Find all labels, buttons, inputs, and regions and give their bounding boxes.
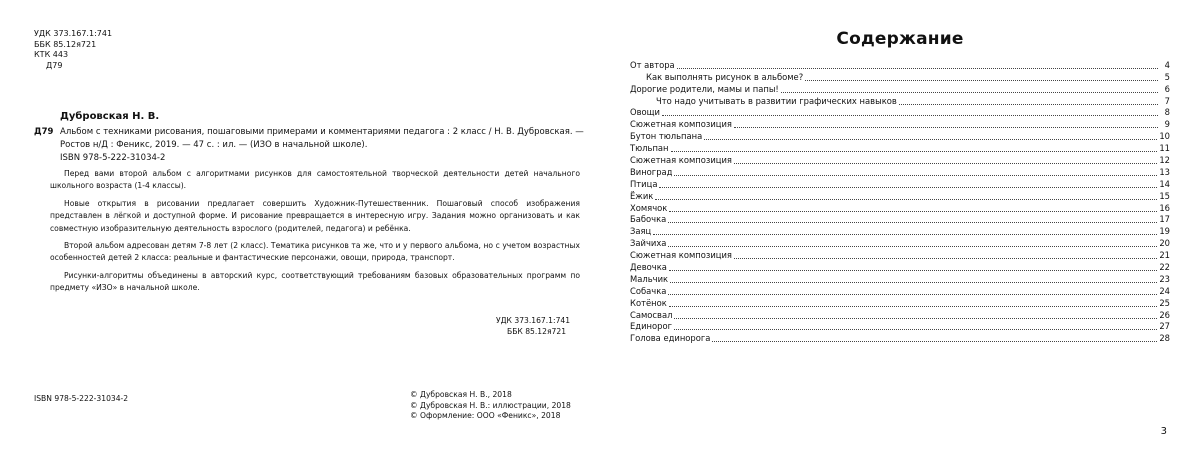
toc-entry-label: Бабочка (630, 214, 667, 225)
toc-entry-page: 9 (1164, 119, 1170, 130)
toc-entry-label: Дорогие родители, мамы и папы! (630, 83, 779, 94)
isbn: ISBN 978-5-222-31034-2 (60, 153, 166, 163)
toc-entry-label: Как выполнять рисунок в альбоме? (646, 71, 804, 82)
classification-codes (34, 29, 112, 71)
toc-entry (630, 153, 1170, 165)
dot-leader (659, 187, 1157, 188)
dot-leader (669, 306, 1158, 307)
toc-entry (630, 106, 1170, 118)
toc-entry-page: 12 (1159, 155, 1170, 166)
classification-codes-repeat (496, 316, 570, 337)
toc-entry-label: Птица (630, 178, 658, 189)
right-page (600, 0, 1200, 460)
toc-entry-label: Собачка (630, 285, 667, 296)
toc-entry-label: Котёнок (630, 297, 667, 308)
dot-leader (734, 163, 1157, 164)
toc-entry-page: 27 (1159, 321, 1170, 332)
toc-entry-label: Заяц (630, 226, 652, 237)
dot-leader (653, 234, 1157, 235)
dot-leader (669, 211, 1157, 212)
toc-entry-label: Девочка (630, 262, 667, 273)
toc-entry (630, 260, 1170, 272)
toc-entry (630, 284, 1170, 296)
udk-code: УДК 373.167.1:741 (34, 29, 113, 38)
toc-entry-page: 20 (1159, 238, 1170, 249)
udk-code: УДК 373.167.1:741 (496, 316, 571, 325)
toc-entry (630, 272, 1170, 284)
copyright-line: © Дубровская Н. В.: иллюстрации, 2018 (410, 400, 571, 410)
toc-entry (630, 177, 1170, 189)
dot-leader (805, 80, 1158, 81)
toc-entry-label: Хомячок (630, 202, 668, 213)
toc-entry (630, 165, 1170, 177)
toc-entry (630, 117, 1170, 129)
toc-entry-page: 19 (1159, 226, 1170, 237)
author-mark: Д79 (46, 60, 63, 70)
toc-entry-label: Виноград (630, 166, 673, 177)
toc-title: Содержание (836, 29, 964, 49)
toc-entry (630, 308, 1170, 320)
toc-entry-page: 10 (1159, 131, 1170, 142)
toc-entry-page: 17 (1159, 214, 1170, 225)
toc-entry (630, 236, 1170, 248)
biblio-mark: Д79 (34, 127, 54, 137)
toc-entry-label: Овощи (630, 107, 660, 118)
dot-leader (655, 199, 1157, 200)
toc-entry-label: Мальчик (630, 273, 669, 284)
toc-entry (630, 248, 1170, 260)
toc-entry-page: 22 (1159, 262, 1170, 273)
dot-leader (712, 341, 1157, 342)
dot-leader (668, 222, 1157, 223)
toc-entry (630, 213, 1170, 225)
copyright-line: © Оформление: ООО «Феникс», 2018 (410, 411, 561, 420)
dot-leader (674, 318, 1157, 319)
dot-leader (899, 104, 1158, 105)
toc-entry (630, 320, 1170, 332)
toc-entry-label: Голова единорога (630, 333, 711, 344)
toc-entry-page: 11 (1159, 143, 1170, 154)
dot-leader (668, 246, 1157, 247)
toc-entry-label: От автора (630, 59, 675, 70)
toc-entry-page: 4 (1164, 59, 1170, 70)
bbk-code: ББК 85.12я721 (507, 326, 567, 336)
dot-leader (734, 127, 1158, 128)
author-name: Дубровская Н. В. (60, 111, 160, 122)
dot-leader (668, 294, 1157, 295)
isbn-footer: ISBN 978-5-222-31034-2 (34, 394, 129, 403)
dot-leader (674, 329, 1157, 330)
toc-entry-page: 21 (1159, 250, 1170, 261)
toc-entry-page: 6 (1164, 83, 1170, 94)
toc-entry-page: 25 (1159, 297, 1170, 308)
toc-entry-label: Бутон тюльпана (630, 131, 703, 142)
toc-entry-label: Единорог (630, 321, 672, 332)
toc-entry-page: 23 (1159, 273, 1170, 284)
dot-leader (781, 92, 1158, 93)
annotation-paragraph: Рисунки-алгоритмы объединены в авторский курс, соответствующий требованиям базовых образовательных программ по предмету «ИЗО» в начальной школе. (50, 270, 580, 293)
toc-entry-page: 24 (1159, 285, 1170, 296)
annotation-paragraph: Новые открытия в рисовании предлагает совершить Художник-Путешественник. Пошаговый способ изображения представлен в лёгкой и доступной форме. И рисование превращается в интересную игру. Задания можно организовать и как совместную изобразительную деятельность взрослого (родителей, педагога) и ребёнка. (50, 198, 580, 233)
annotation (50, 168, 580, 300)
copyright-notices (410, 390, 571, 422)
biblio-line-2: Ростов н/Д : Феникс, 2019. — 47 с. : ил. — (ИЗО в начальной школе). (60, 139, 368, 150)
annotation-paragraph: Второй альбом адресован детям 7-8 лет (2 класс). Тематика рисунков та же, что и у первого альбома, но с учетом возрастных особенностей детей 2 класса: реальные и фантастические персонажи, овощи, природа, транспорт. (50, 241, 580, 263)
dot-leader (670, 282, 1157, 283)
toc-entry (630, 141, 1170, 153)
toc-entry-page: 13 (1159, 166, 1170, 177)
toc-entry-page: 14 (1159, 178, 1170, 189)
toc-entry (630, 331, 1170, 343)
dot-leader (671, 151, 1158, 152)
toc-entry (630, 58, 1170, 70)
toc-entry (630, 70, 1170, 82)
toc-entry-label: Зайчиха (630, 238, 667, 249)
dot-leader (734, 258, 1157, 259)
toc-entry-label: Сюжетная композиция (630, 250, 732, 261)
dot-leader (704, 139, 1157, 140)
toc-entry-page: 7 (1164, 95, 1170, 106)
toc-entry (630, 82, 1170, 94)
copyright-line: © Дубровская Н. В., 2018 (410, 390, 512, 399)
bibliographic-record (34, 126, 584, 151)
toc-entry (630, 201, 1170, 213)
dot-leader (677, 68, 1158, 69)
toc-entry-page: 16 (1159, 202, 1170, 213)
toc-entry-label: Сюжетная композиция (630, 155, 732, 166)
toc-entry-label: Ёжик (630, 190, 654, 201)
toc-entry-page: 28 (1159, 333, 1170, 344)
biblio-line-1: Альбом с техниками рисования, пошаговыми примерами и комментариями педагога : 2 класс / Н. В. Дубровская. — (60, 127, 584, 137)
toc-entry (630, 296, 1170, 308)
toc-entry-page: 8 (1164, 107, 1170, 118)
toc-entry (630, 129, 1170, 141)
toc-entry (630, 224, 1170, 236)
toc-entry-page: 5 (1164, 71, 1170, 82)
toc-entry-page: 15 (1159, 190, 1170, 201)
toc-entry (630, 94, 1170, 106)
toc-entry-label: Самосвал (630, 309, 673, 320)
dot-leader (669, 270, 1157, 271)
toc-entry (630, 189, 1170, 201)
bbk-code: ББК 85.12я721 (34, 39, 97, 49)
toc-entry-label: Тюльпан (630, 143, 669, 154)
annotation-paragraph: Перед вами второй альбом с алгоритмами рисунков для самостоятельной творческой деятельности детей начального школьного возраста (1-4 классы). (50, 169, 580, 191)
ktk-code: КТК 443 (34, 50, 69, 60)
dot-leader (674, 175, 1157, 176)
toc-entry-label: Сюжетная композиция (630, 119, 732, 130)
table-of-contents (630, 58, 1170, 343)
page-number: 3 (1160, 426, 1167, 437)
toc-entry-page: 26 (1159, 309, 1170, 320)
toc-entry-label: Что надо учитывать в развитии графических навыков (656, 95, 897, 106)
dot-leader (662, 115, 1158, 116)
